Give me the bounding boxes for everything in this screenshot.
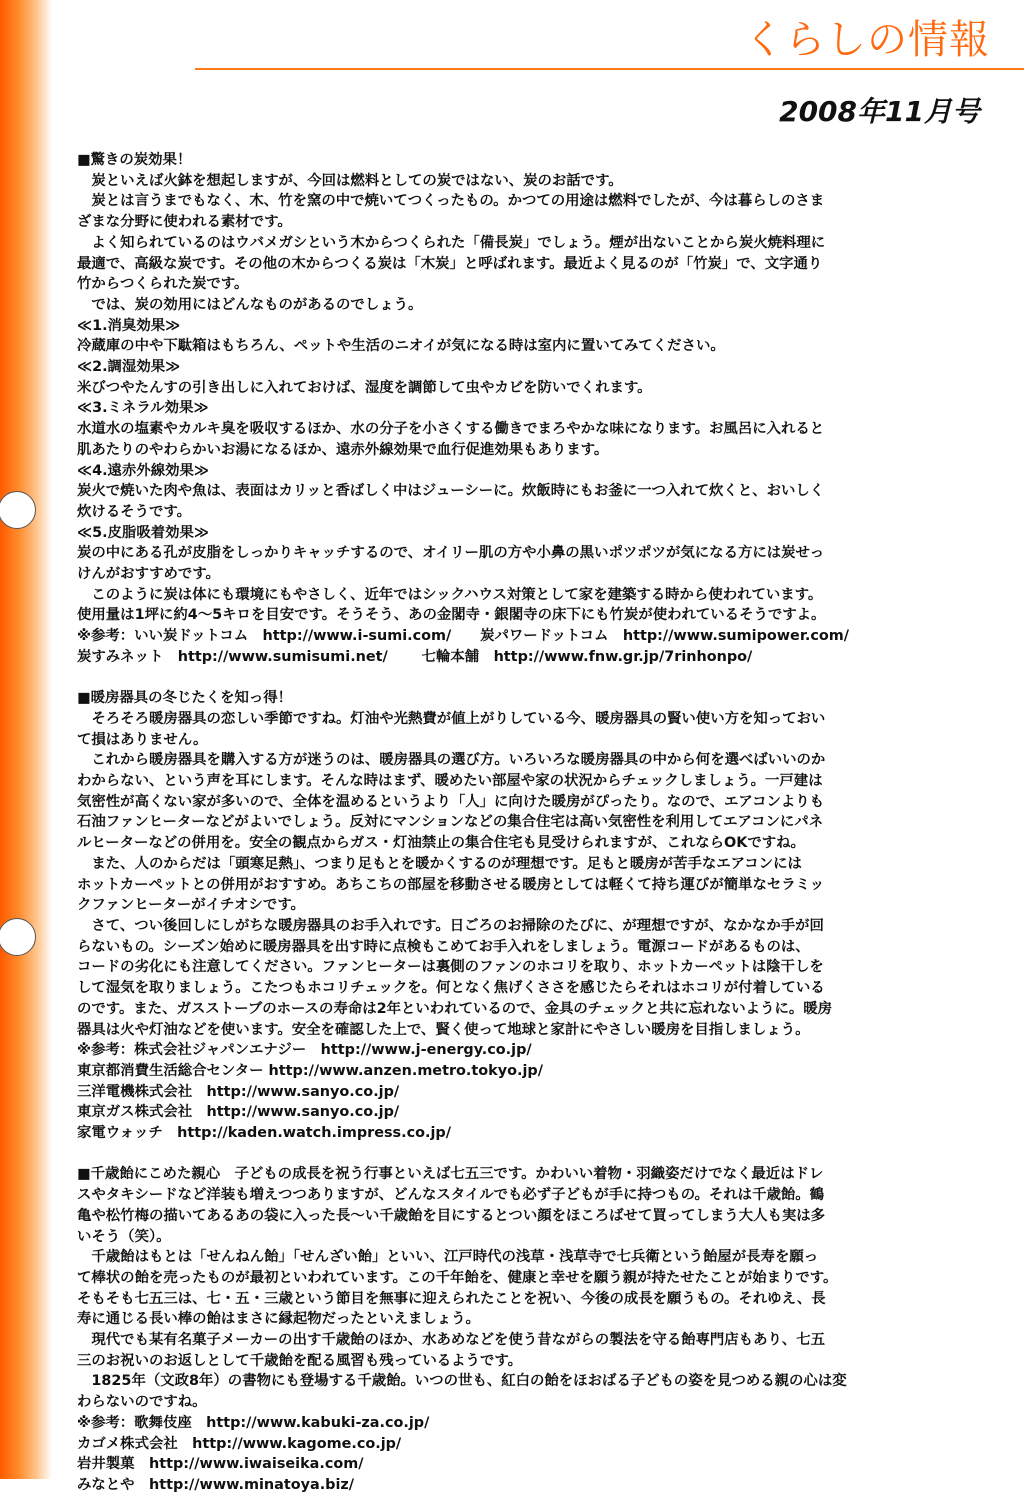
text-line: 千歳飴はもとは「せんねん飴」「せんざい飴」といい、江戸時代の浅草・浅草寺で七兵衛という飴屋が長寿を願っ	[91, 1249, 819, 1266]
text-line: 米びつやたんすの引き出しに入れておけば、湿度を調節して虫やカビを防いでくれます。	[77, 379, 652, 396]
text-line: ルヒーターなどの併用を。安全の観点からガス・灯油禁止の集合住宅も見受けられますが、これならOKですね。	[77, 835, 805, 852]
text-line: ざまな分野に使われる素材です。	[77, 214, 292, 231]
text-line: 肌あたりのやわらかいお湯になるほか、遠赤外線効果で血行促進効果もあります。	[77, 441, 609, 458]
text-line: わからない、という声を耳にします。そんな時はまず、暖めたい部屋や家の状況からチェックしましょう。一戸建は	[77, 773, 823, 790]
text-line: 気密性が高くない家が多いので、全体を温めるというより「人」に向けた暖房がぴったり。なので、エアコンよりも	[77, 793, 825, 810]
text-line: 冷蔵庫の中や下駄箱はもちろん、ペットや生活のニオイが気になる時は室内に置いてみてください。	[77, 338, 725, 355]
issue-date: 2008年11月号	[779, 95, 980, 128]
text-line: ※参考：歌舞伎座 http://www.kabuki-za.co.jp/	[77, 1414, 430, 1431]
text-line: 亀や松竹梅の描いてあるあの袋に入った長～い千歳飴を目にするとつい顔をほころばせて買ってしまう大人も実は多	[77, 1207, 826, 1224]
text-line: 石油ファンヒーターなどがよいでしょう。反対にマンションなどの集合住宅は高い気密性を利用してエアコンにパネ	[77, 814, 824, 831]
section-title: くらしの情報	[744, 17, 990, 63]
text-line: 東京ガス株式会社 http://www.sanyo.co.jp/	[77, 1104, 400, 1121]
text-line: また、人のからだは「頭寒足熱」、つまり足もとを暖かくするのが理想です。足もと暖房が苦手なエアコンには	[91, 855, 802, 872]
text-line: クファンヒーターがイチオシです。	[77, 897, 305, 914]
text-line: スやタキシードなど洋装も増えつつありますが、どんなスタイルでも必ず子どもが手に持つもの。それは千歳飴。鶴	[77, 1187, 825, 1204]
text-line: 東京都消費生活総合センター http://www.anzen.metro.tokyo.jp/	[77, 1062, 543, 1079]
text-line: ≪3.ミネラル効果≫	[77, 400, 209, 417]
text-line: 最適で、高級な炭です。その他の木からつくる炭は「木炭」と呼ばれます。最近よく見るのが「竹炭」で、文字通り	[77, 255, 823, 272]
text-line: 寿に通じる長い棒の飴はまさに縁起物だったといえましょう。	[77, 1311, 480, 1328]
text-line: て棒状の飴を売ったものが最初といわれています。この千年飴を、健康と幸せを願う親が持たせたことが始まりです。	[77, 1269, 838, 1286]
text-line: ※参考：いい炭ドットコム http://www.i-sumi.com/ 炭パワードットコム http://www.sumipower.com/	[77, 628, 849, 645]
text-line: では、炭の効用にはどんなものがあるのでしょう。	[91, 296, 423, 313]
text-line: らないもの。シーズン始めに暖房器具を出す時に点検もこめてお手入れをしましょう。電源コードがあるものは、	[77, 938, 810, 955]
text-line: このように炭は体にも環境にもやさしく、近年ではシックハウス対策として家を建築する時から使われています。	[91, 586, 823, 603]
text-line: 家電ウォッチ http://kaden.watch.impress.co.jp/	[77, 1125, 451, 1142]
blank-line	[77, 1144, 979, 1165]
article-body	[77, 150, 979, 1496]
text-line: さて、つい後回しにしがちな暖房器具のお手入れです。日ごろのお掃除のたびに、が理想ですが、なかなか手が回	[91, 918, 824, 934]
text-line: ■千歳飴にこめた親心 子どもの成長を祝う行事といえば七五三です。かわいい着物・羽織姿だけでなく最近はドレ	[77, 1166, 824, 1183]
text-line: 炭とは言うまでもなく、木、竹を窯の中で焼いてつくったもの。かつての用途は燃料でしたが、今は暮らしのさま	[91, 193, 825, 210]
blank-line	[77, 668, 979, 689]
text-line: 三洋電機株式会社 http://www.sanyo.co.jp/	[77, 1083, 400, 1100]
text-line: のです。また、ガスストーブのホースの寿命は2年といわれているので、金具のチェックと共に忘れないように。暖房	[77, 1000, 833, 1017]
text-line: 炭といえば火鉢を想起しますが、今回は燃料としての炭ではない、炭のお話です。	[91, 172, 623, 189]
text-line: ■驚きの炭効果！	[77, 152, 192, 168]
text-line: 水道水の塩素やカルキ臭を吸収するほか、水の分子を小さくする働きでまろやかな味になります。お風呂に入れると	[77, 421, 825, 438]
text-line: 炭の中にある孔が皮脂をしっかりキャッチするので、オイリー肌の方や小鼻の黒いポツポツが気になる方には炭せっ	[77, 545, 825, 562]
text-line: ≪5.皮脂吸着効果≫	[77, 524, 209, 541]
text-line: 岩井製菓 http://www.iwaiseika.com/	[77, 1456, 364, 1473]
text-line: これから暖房器具を購入する方が迷うのは、暖房器具の選び方。いろいろな暖房器具の中から何を選べばいいのか	[91, 752, 826, 769]
text-line: ≪2.調湿効果≫	[77, 359, 181, 376]
text-line: 炭すみネット http://www.sumisumi.net/ 七輪本舗 http://www.fnw.gr.jp/7rinhonpo/	[77, 648, 753, 665]
text-line: わらないのですね。	[77, 1394, 207, 1411]
orange-side-gradient	[0, 0, 52, 1479]
text-line: 三のお祝いのお返しとして千歳飴を配る風習も残っているようです。	[77, 1352, 522, 1369]
text-line: カゴメ株式会社 http://www.kagome.co.jp/	[77, 1435, 402, 1452]
text-line: 使用量は1坪に約4～5キロを目安です。そうそう、あの金閣寺・銀閣寺の床下にも竹炭が使われているそうですよ。	[77, 607, 826, 624]
text-line: 器具は火や灯油などを使います。安全を確認した上で、賢く使って地球と家計にやさしい暖房を目指しましょう。	[77, 1021, 810, 1038]
text-line: そろそろ暖房器具の恋しい季節ですね。灯油や光熱費が値上がりしている今、暖房器具の賢い使い方を知っておい	[91, 710, 826, 727]
text-line: ■暖房器具の冬じたくを知っ得！	[77, 690, 293, 707]
text-line: ※参考：株式会社ジャパンエナジー http://www.j-energy.co.jp/	[77, 1042, 532, 1059]
text-line: コードの劣化にも注意してください。ファンヒーターは裏側のファンのホコリを取り、ホットカーペットは陰干しを	[77, 959, 824, 976]
text-line: ホットカーペットとの併用がおすすめ。あちこちの部屋を移動させる暖房としては軽くて持ち運びが簡単なセラミッ	[77, 876, 825, 893]
text-line: て損はありません。	[77, 731, 208, 748]
text-line: そもそも七五三は、七・五・三歳という節目を無事に迎えられたことを祝い、今後の成長を願うもの。それゆえ、長	[77, 1290, 826, 1307]
text-line: 炊けるそうです。	[77, 503, 191, 520]
text-line: ≪1.消臭効果≫	[77, 317, 181, 334]
header-divider	[195, 68, 1024, 70]
text-line: 炭火で焼いた肉や魚は、表面はカリッと香ばしく中はジューシーに。炊飯時にもお釜に一つ入れて炊くと、おいしく	[77, 483, 825, 500]
text-line: いそう（笑）。	[77, 1228, 171, 1245]
text-line: 竹からつくられた炭です。	[77, 276, 249, 293]
text-line: 現代でも某有名菓子メーカーの出す千歳飴のほか、水あめなどを使う昔ながらの製法を守る飴専門店もあり、七五	[91, 1332, 826, 1349]
text-line: 1825年（文政8年）の書物にも登場する千歳飴。いつの世も、紅白の飴をほおばる子どもの姿を見つめる親の心は変	[91, 1373, 847, 1390]
text-line: けんがおすすめです。	[77, 566, 220, 583]
text-line: して湿気を取りましょう。こたつもホコリチェックを。何となく焦げくささを感じたらそれはホコリが付着している	[77, 980, 825, 997]
text-line: よく知られているのはウバメガシという木からつくられた「備長炭」でしょう。煙が出ないことから炭火焼料理に	[91, 234, 826, 251]
text-line: みなとや http://www.minatoya.biz/	[77, 1476, 355, 1493]
text-line: ≪4.遠赤外線効果≫	[77, 462, 209, 479]
